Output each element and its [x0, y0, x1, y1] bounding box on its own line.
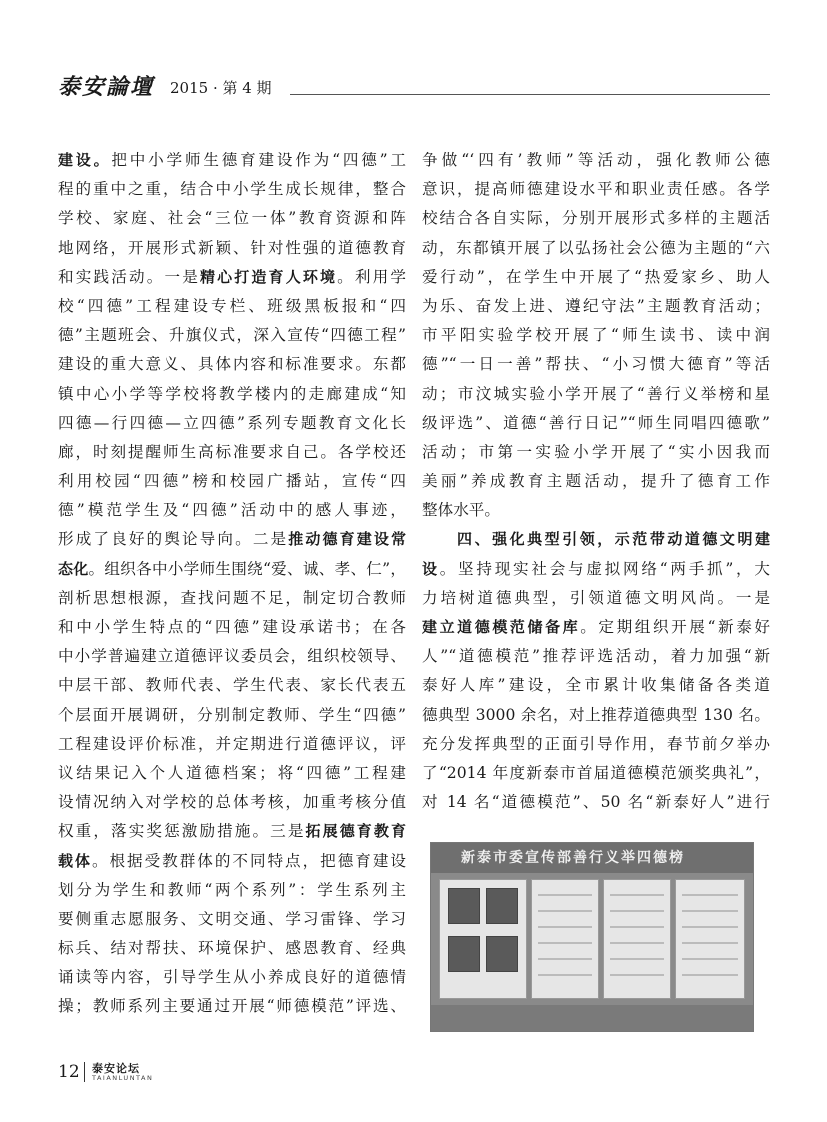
page-header: [58, 74, 770, 100]
text-line: [58, 642, 406, 671]
body-text: 利用校园“四德”榜和校园广播站，宣传“四: [58, 472, 406, 491]
body-text: 动；市汶城实验小学开展了“善行义举榜和星: [422, 384, 770, 403]
text-line: [58, 671, 406, 700]
body-text: 德”模范学生及“四德”活动中的感人事迹，: [58, 501, 406, 520]
header-rule: [290, 94, 770, 95]
footer-magazine-name: 泰安论坛: [92, 1062, 140, 1075]
text-line: [58, 292, 406, 321]
photo-banner-title: 新泰市委宣传部善行义举四德榜: [461, 850, 685, 866]
text-line: [422, 467, 770, 496]
text-line: [58, 496, 406, 525]
magazine-title: 泰安論壇: [58, 74, 155, 100]
body-text: 爱行动”，在学生中开展了“热爱家乡、助人: [422, 267, 770, 286]
text-line: [422, 292, 770, 321]
text-line: [58, 234, 406, 263]
text-line: [422, 701, 770, 730]
body-text: 。利用学: [337, 267, 406, 286]
text-line: [58, 759, 406, 788]
text-line: [58, 992, 406, 1021]
text-line: [58, 613, 406, 642]
body-text: 为乐、奋发上进、遵纪守法”主题教育活动；: [422, 296, 770, 315]
text-line: [422, 525, 770, 554]
text-line: [58, 963, 406, 992]
body-text: 德”“一日一善”帮扶、“小习惯大德育”等活: [422, 355, 770, 374]
article-column-left: [58, 146, 406, 1022]
body-text: 标兵、结对帮扶、环境保护、感恩教育、经典: [58, 939, 406, 958]
text-line: [58, 525, 406, 554]
body-text: 地网络，开展形式新颖、针对性强的道德教育: [58, 238, 406, 257]
portrait-photo: [486, 888, 518, 924]
bold-text: 载体: [58, 851, 92, 870]
issue-label: 2015 · 第 4 期: [170, 79, 272, 97]
body-text: 泰好人库”建设，全市累计收集储备各类道: [422, 676, 770, 695]
photo-banner: [431, 843, 753, 873]
text-line: [58, 146, 406, 175]
body-text: 要侧重志愿服务、文明交通、学习雷锋、学习: [58, 909, 406, 928]
bold-text: 拓展德育教育: [305, 822, 406, 841]
body-text: 充分发挥典型的正面引导作用，春节前夕举办: [422, 734, 770, 753]
text-line: [58, 350, 406, 379]
photo-panel: [603, 879, 671, 999]
body-text: 工程建设评价标准，并定期进行道德评议，评: [58, 734, 406, 753]
text-line: [422, 234, 770, 263]
text-line: [58, 467, 406, 496]
body-text: 议结果记入个人道德档案；将“四德”工程建: [58, 763, 406, 782]
footer-pinyin: TAIANLUNTAN: [92, 1074, 154, 1082]
text-line: [422, 730, 770, 759]
text-line: [58, 934, 406, 963]
text-line: [422, 175, 770, 204]
body-text: 校结合各自实际，分别开展形式多样的主题活: [422, 209, 770, 228]
body-text: 建设的重大意义、具体内容和标准要求。东都: [58, 355, 406, 374]
body-text: 权重，落实奖惩激励措施。三是: [58, 822, 306, 841]
photo-panel: [439, 879, 527, 999]
text-line: [58, 204, 406, 233]
page-footer: [58, 1060, 258, 1090]
body-text: 形成了良好的舆论导向。二是: [58, 530, 289, 549]
body-text: 操；教师系列主要通过开展“师德模范”评选、: [58, 997, 406, 1016]
text-line: [58, 584, 406, 613]
body-text: 。定期组织开展“新泰好: [580, 618, 770, 636]
body-text: 划分为学生和教师“两个系列”：学生系列主: [58, 880, 406, 899]
body-text: 德典型 3000 余名，对上推荐道德典型 130 名。: [422, 705, 770, 724]
portrait-photo: [448, 936, 480, 972]
bold-text: 建立道德模范储备库: [422, 618, 581, 636]
text-line: [422, 409, 770, 438]
body-text: 把中小学师生德育建设作为“四德”工: [111, 151, 406, 169]
body-text: 中小学普遍建立道德评议委员会，组织校领导、: [58, 647, 406, 666]
body-text: 争做“‘四有’教师”等活动，强化教师公德: [422, 151, 770, 169]
text-line: [422, 321, 770, 350]
body-text: 中层干部、教师代表、学生代表、家长代表五: [58, 676, 406, 695]
body-text: 校“四德”工程建设专栏、班级黑板报和“四: [58, 296, 406, 315]
text-line: [422, 759, 770, 788]
body-text: 和实践活动。一是: [58, 267, 200, 286]
page-number: 12: [58, 1062, 80, 1082]
body-text: 整体水平。: [422, 501, 500, 520]
body-text: 人”“道德模范”推荐评选活动，着力加强“新: [422, 647, 770, 666]
photo-bottom-strip: [431, 1005, 753, 1031]
bold-text: 精心打造育人环境: [199, 267, 338, 286]
text-line: [422, 380, 770, 409]
bold-text: 推动德育建设常: [288, 530, 406, 549]
text-line: [422, 788, 770, 817]
text-line: [58, 438, 406, 467]
text-line: [422, 613, 770, 642]
bold-text: 设: [422, 559, 440, 578]
body-text: 意识，提高师德建设水平和职业责任感。各学: [422, 180, 770, 199]
body-text: 学校、家庭、社会“三位一体”教育资源和阵: [58, 209, 406, 228]
body-text: 剖析思想根源，查找问题不足，制定切合教师: [58, 588, 406, 607]
text-line: [58, 175, 406, 204]
body-text: 德”主题班会、升旗仪式，深入宣传“四德工程”: [58, 326, 406, 345]
body-text: 。坚持现实社会与虚拟网络“两手抓”，大: [439, 559, 770, 578]
text-line: [422, 555, 770, 584]
text-line: [58, 409, 406, 438]
text-line: [58, 555, 406, 584]
text-line: [58, 321, 406, 350]
bold-text: 建设。: [58, 151, 112, 169]
body-text: 和中小学生特点的“四德”建设承诺书；在各: [58, 618, 406, 636]
text-line: [58, 788, 406, 817]
body-text: 级评选”、道德“善行日记”“师生同唱四德歌”: [422, 413, 770, 432]
body-text: 个层面开展调研，分别制定教师、学生“四德”: [58, 705, 406, 724]
portrait-photo: [448, 888, 480, 924]
photo-panel: [675, 879, 745, 999]
body-text: 动，东都镇开展了以弘扬社会公德为主题的“六: [422, 238, 770, 257]
portrait-photo: [486, 936, 518, 972]
text-line: [422, 584, 770, 613]
body-text: 廊，时刻提醒师生高标准要求自己。各学校还: [58, 442, 406, 461]
body-text: 美丽”养成教育主题活动，提升了德育工作: [422, 472, 770, 491]
body-text: 设情况纳入对学校的总体考核，加重考核分值: [58, 793, 406, 812]
text-line: [422, 496, 770, 525]
text-line: [422, 438, 770, 467]
bold-text: 四、强化典型引领，示范带动道德文明建: [422, 530, 770, 549]
text-line: [422, 350, 770, 379]
body-text: 诵读等内容，引导学生从小养成良好的道德情: [58, 968, 406, 987]
body-text: 市平阳实验学校开展了“师生读书、读中润: [422, 326, 770, 345]
text-line: [58, 847, 406, 876]
body-text: 。组织各中小学师生围绕“爱、诚、孝、仁”，: [88, 559, 406, 578]
body-text: 对 14 名“道德模范”、50 名“新泰好人”进行: [422, 793, 770, 812]
text-line: [422, 204, 770, 233]
text-line: [58, 701, 406, 730]
body-text: 镇中心小学等学校将教学楼内的走廊建成“知: [58, 384, 406, 403]
text-line: [58, 876, 406, 905]
body-text: 力培树道德典型，引领道德文明风尚。一是: [422, 588, 770, 607]
body-text: 四德—行四德—立四德”系列专题教育文化长: [58, 413, 406, 432]
text-line: [422, 642, 770, 671]
text-line: [422, 671, 770, 700]
body-text: 程的重中之重，结合中小学生成长规律，整合: [58, 180, 406, 199]
text-line: [422, 263, 770, 292]
text-line: [58, 817, 406, 846]
body-text: 活动；市第一实验小学开展了“实小因我而: [422, 442, 770, 461]
footer-divider: [84, 1062, 85, 1082]
body-text: 。根据受教群体的不同特点，把德育建设: [91, 851, 406, 870]
text-line: [422, 146, 770, 175]
honor-board-photo: [430, 842, 754, 1032]
text-line: [58, 730, 406, 759]
text-line: [58, 263, 406, 292]
text-line: [58, 380, 406, 409]
article-column-right: [422, 146, 770, 817]
body-text: 了“2014 年度新泰市首届道德模范颁奖典礼”，: [422, 763, 770, 782]
photo-panel: [531, 879, 599, 999]
text-line: [58, 905, 406, 934]
bold-text: 态化: [58, 559, 89, 578]
